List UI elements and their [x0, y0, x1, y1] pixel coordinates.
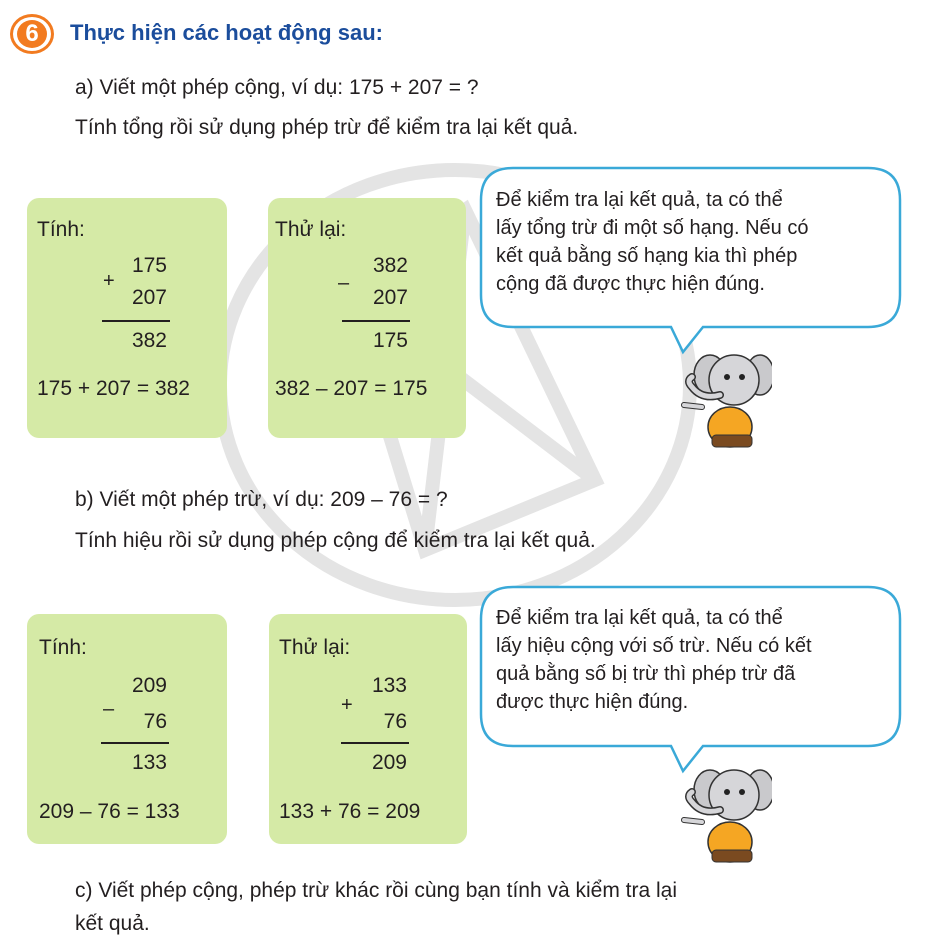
equation: 382 – 207 = 175 — [275, 377, 428, 400]
part-b-line1: b) Viết một phép trừ, ví dụ: 209 – 76 = ? — [75, 488, 448, 511]
part-b-bubble-text — [496, 604, 812, 716]
part-a-compute-card — [27, 198, 227, 438]
operator: + — [341, 694, 353, 716]
elephant-mascot-icon — [672, 345, 772, 450]
operator: – — [338, 272, 350, 294]
bubble-line: Để kiểm tra lại kết quả, ta có thể — [496, 607, 783, 629]
operand-top: 209 — [131, 674, 167, 697]
bubble-line: quả bằng số bị trừ thì phép trừ đã — [496, 663, 796, 685]
part-a-bubble-text — [496, 186, 808, 298]
equation: 209 – 76 = 133 — [39, 800, 180, 823]
part-a-line1: a) Viết một phép cộng, ví dụ: 175 + 207 = ? — [75, 76, 479, 99]
part-b-line2: Tính hiệu rồi sử dụng phép cộng để kiểm tra lại kết quả. — [75, 529, 596, 552]
part-b-compute-card — [27, 614, 227, 844]
check-label: Thử lại: — [275, 218, 347, 241]
result: 209 — [371, 751, 407, 774]
part-a-check-card — [268, 198, 466, 438]
operator: – — [103, 698, 115, 720]
bubble-line: được thực hiện đúng. — [496, 691, 689, 713]
sum-rule — [102, 320, 170, 322]
bubble-line: kết quả bằng số hạng kia thì phép — [496, 245, 798, 267]
part-c-line1: c) Viết phép cộng, phép trừ khác rồi cùng bạn tính và kiểm tra lại — [75, 879, 678, 902]
bubble-line: cộng đã được thực hiện đúng. — [496, 273, 765, 295]
exercise-number-badge — [10, 14, 54, 54]
sum-rule — [341, 742, 409, 744]
check-label: Thử lại: — [279, 636, 351, 659]
difference-rule — [342, 320, 410, 322]
operand-bottom: 76 — [383, 710, 407, 733]
compute-label: Tính: — [39, 636, 87, 659]
equation: 175 + 207 = 382 — [37, 377, 190, 400]
part-a-line2: Tính tổng rồi sử dụng phép trừ để kiểm tra lại kết quả. — [75, 116, 579, 139]
elephant-mascot-icon — [672, 760, 772, 865]
part-b-check-card — [269, 614, 467, 844]
bubble-line: lấy tổng trừ đi một số hạng. Nếu có — [496, 217, 809, 239]
operand-top: 175 — [131, 254, 167, 277]
operand-top: 133 — [371, 674, 407, 697]
operand-top: 382 — [372, 254, 408, 277]
operand-bottom: 207 — [372, 286, 408, 309]
operand-bottom: 207 — [131, 286, 167, 309]
exercise-number: 6 — [17, 20, 47, 48]
operand-bottom: 76 — [143, 710, 167, 733]
result: 133 — [131, 751, 167, 774]
equation: 133 + 76 = 209 — [279, 800, 421, 823]
bubble-line: Để kiểm tra lại kết quả, ta có thể — [496, 189, 783, 211]
bubble-line: lấy hiệu cộng với số trừ. Nếu có kết — [496, 635, 812, 657]
operator: + — [103, 270, 115, 292]
exercise-heading: Thực hiện các hoạt động sau: — [70, 20, 383, 45]
part-c-line2: kết quả. — [75, 912, 150, 935]
difference-rule — [101, 742, 169, 744]
compute-label: Tính: — [37, 218, 85, 241]
result: 175 — [372, 329, 408, 352]
result: 382 — [131, 329, 167, 352]
